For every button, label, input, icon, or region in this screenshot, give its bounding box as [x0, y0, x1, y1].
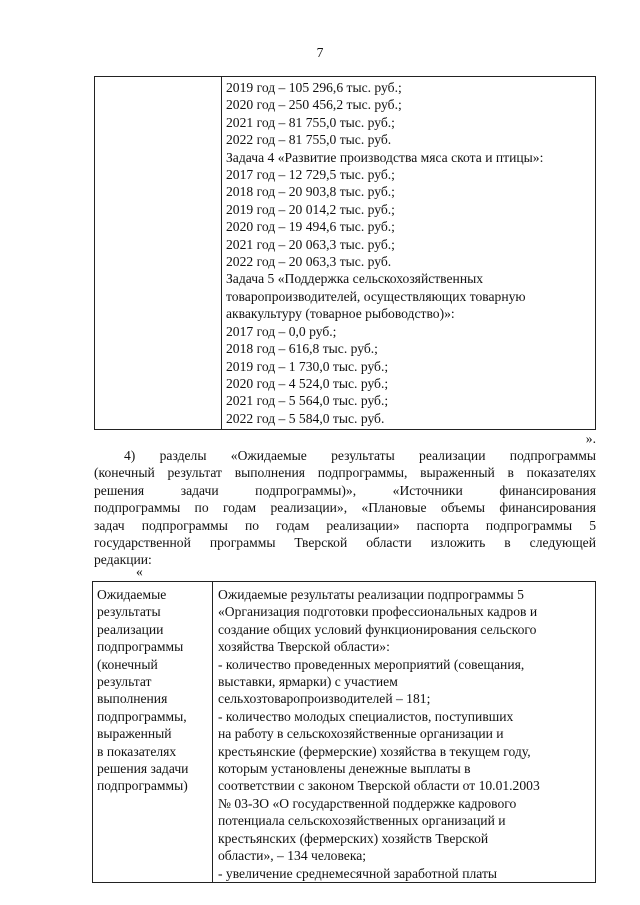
text-line: - количество проведенных мероприятий (совещания, — [218, 656, 525, 672]
table-row — [95, 77, 596, 430]
table-cell-empty — [95, 77, 222, 430]
text-line: выполнения — [97, 691, 168, 707]
expected-results-table — [92, 581, 596, 883]
text-line: (конечный — [97, 656, 158, 672]
text-line: - количество молодых специалистов, поступивших — [218, 708, 514, 724]
text-line: решения задачи — [97, 761, 189, 777]
page-number: 7 — [316, 45, 324, 60]
text-line: 2022 год – 20 063,3 тыс. руб. — [226, 254, 392, 270]
text-line: результат — [97, 674, 152, 690]
text-line: № 03-ЗО «О государственной поддержке кадрового — [218, 795, 517, 811]
text-line: Задача 4 «Развитие производства мяса скота и птицы»: — [226, 149, 544, 165]
text-line: крестьянских (фермерских) хозяйств Тверской — [218, 830, 489, 846]
text-line: выставки, ярмарки) с участием — [218, 674, 398, 690]
paragraph-line: (конечный результат выполнения подпрограммы, выраженный в показателях — [94, 465, 596, 481]
text-line: аквакультуру (товарное рыбоводство)»: — [226, 306, 455, 322]
paragraph-line: задач подпрограммы по годам реализации» паспорта подпрограммы 5 — [94, 517, 596, 533]
text-line: 2018 год – 616,8 тыс. руб.; — [226, 341, 378, 357]
text-line: сельхозтоваропроизводителей – 181; — [218, 691, 431, 707]
text-line: Задача 5 «Поддержка сельскохозяйственных — [226, 271, 484, 287]
text-line: 2020 год – 19 494,6 тыс. руб.; — [226, 219, 395, 235]
text-line: результаты — [97, 604, 161, 620]
text-line: 2019 год – 105 296,6 тыс. руб.; — [226, 80, 402, 95]
table-row — [93, 582, 596, 883]
text-line: на работу в сельскохозяйственные организации и — [218, 726, 504, 742]
text-line: потенциала сельскохозяйственных организаций и — [218, 813, 506, 829]
text-line: 2022 год – 81 755,0 тыс. руб. — [226, 132, 392, 148]
text-line: которым установлены денежные выплаты в — [218, 761, 471, 777]
text-line: области», – 134 человека; — [218, 848, 367, 864]
text-line: хозяйства Тверской области»: — [218, 639, 390, 655]
paragraph-line: редакции: — [94, 552, 152, 568]
text-line: крестьянские (фермерские) хозяйства в текущем году, — [218, 743, 531, 759]
text-line: Ожидаемые — [97, 587, 167, 602]
text-line: 2018 год – 20 903,8 тыс. руб.; — [226, 184, 395, 200]
text-line: создание общих условий функционирования сельского — [218, 621, 537, 637]
table-cell-funding — [222, 77, 596, 430]
text-line: 2017 год – 0,0 руб.; — [226, 323, 337, 339]
text-line: реализации — [97, 621, 164, 637]
text-line: подпрограммы — [97, 639, 184, 655]
paragraph-line: подпрограммы по годам реализации», «Плановые объемы финансирования — [94, 500, 596, 516]
text-line: 2019 год – 1 730,0 тыс. руб.; — [226, 358, 389, 374]
closing-quote: ». — [585, 431, 596, 446]
text-line: 2019 год – 20 014,2 тыс. руб.; — [226, 201, 395, 217]
text-line: выраженный — [97, 726, 172, 742]
text-line: товаропроизводителей, осуществляющих товарную — [226, 288, 526, 304]
text-line: 2021 год – 5 564,0 тыс. руб.; — [226, 393, 389, 409]
text-line: 2020 год – 4 524,0 тыс. руб.; — [226, 375, 389, 391]
text-line: «Организация подготовки профессиональных кадров и — [218, 604, 538, 620]
table-cell-content — [213, 582, 596, 883]
paragraph-line: государственной программы Тверской области изложить в следующей — [94, 535, 596, 551]
text-line: - увеличение среднемесячной заработной платы — [218, 865, 498, 881]
paragraph-line: решения задачи подпрограммы)», «Источники финансирования — [94, 482, 596, 498]
text-line: 2021 год – 20 063,3 тыс. руб.; — [226, 236, 395, 252]
text-line: соответствии с законом Тверской области от 10.01.2003 — [218, 778, 540, 794]
funding-table-continued — [94, 76, 596, 430]
opening-quote: « — [136, 564, 143, 579]
text-line: в показателях — [97, 743, 177, 759]
paragraph-line: 4) разделы «Ожидаемые результаты реализации подпрограммы — [124, 448, 596, 463]
amendment-paragraph — [94, 447, 596, 569]
table-cell-heading — [93, 582, 213, 883]
text-line: подпрограммы) — [97, 778, 188, 794]
text-line: Ожидаемые результаты реализации подпрограммы 5 — [218, 587, 524, 602]
text-line: 2021 год – 81 755,0 тыс. руб.; — [226, 114, 395, 130]
text-line: подпрограммы, — [97, 708, 187, 724]
text-line: 2020 год – 250 456,2 тыс. руб.; — [226, 97, 402, 113]
text-line: 2017 год – 12 729,5 тыс. руб.; — [226, 167, 395, 183]
text-line: 2022 год – 5 584,0 тыс. руб. — [226, 410, 385, 426]
